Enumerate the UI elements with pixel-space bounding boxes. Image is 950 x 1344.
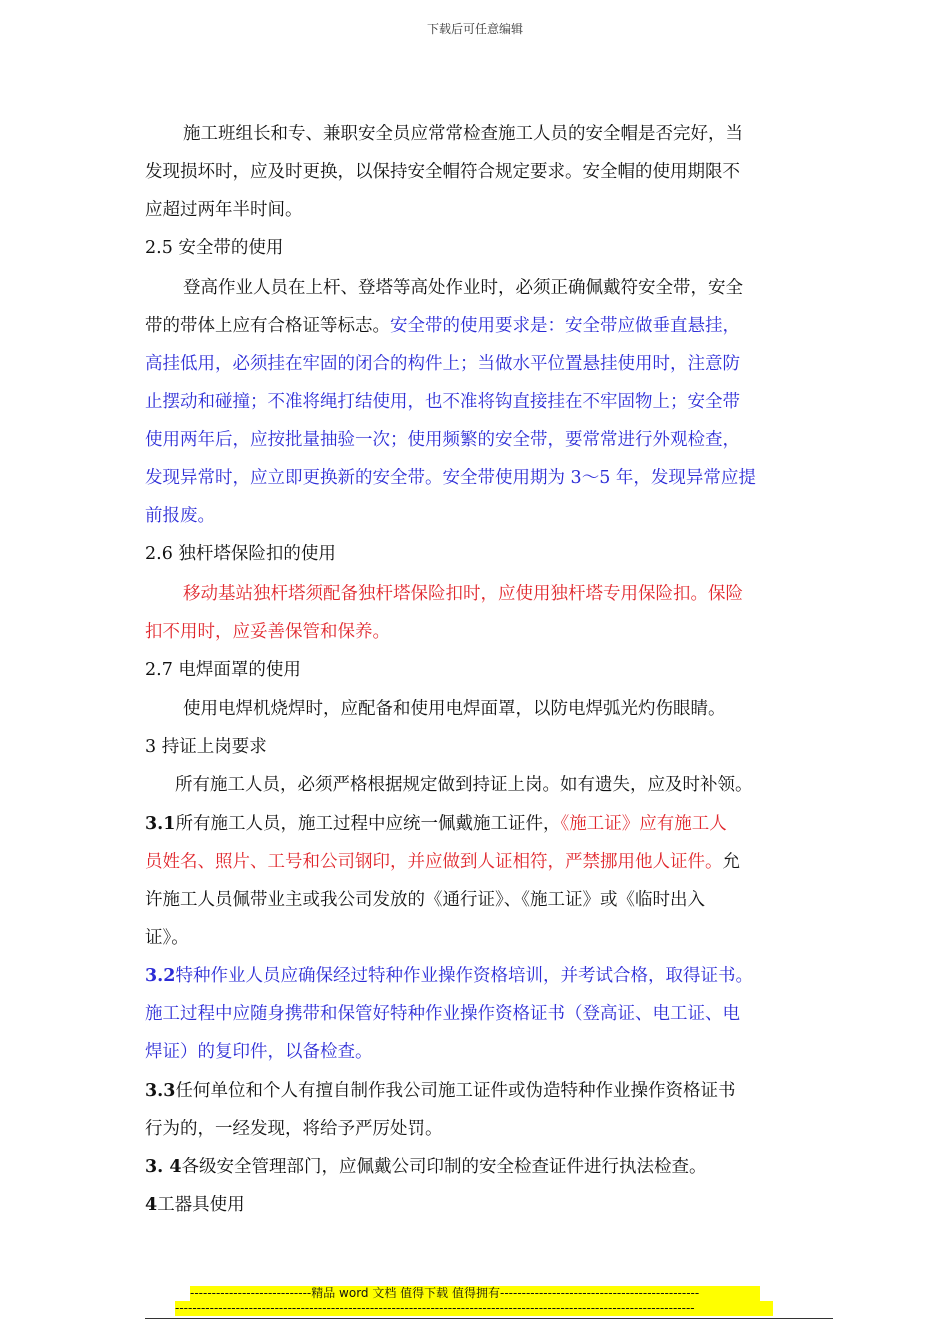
text-segment: 允 (722, 852, 740, 872)
text-line (145, 1155, 707, 1179)
section-heading: 2.7 电焊面罩的使用 (145, 660, 301, 680)
text-line: 发现异常时，应立即更换新的安全带。安全带使用期为 3～5 年，发现异常应提 (145, 468, 756, 488)
text-line: 发现损坏时，应及时更换，以保持安全帽符合规定要求。安全帽的使用期限不 (145, 162, 740, 182)
text-segment: 工器具使用 (157, 1195, 245, 1215)
text-line: 所有施工人员，必须严格根据规定做到持证上岗。如有遗失，应及时补领。 (175, 775, 753, 795)
footer-rule (145, 1318, 833, 1319)
section-heading: 2.6 独杆塔保险扣的使用 (145, 544, 336, 564)
text-line: 使用电焊机烧焊时，应配备和使用电焊面罩，以防电焊弧光灼伤眼睛。 (183, 699, 726, 719)
text-line: 施工过程中应随身携带和保管好特种作业操作资格证书（登高证、电工证、电 (145, 1004, 740, 1024)
text-line (145, 314, 740, 338)
text-line: 证》。 (145, 928, 189, 948)
text-segment-red: 员姓名、照片、工号和公司钢印，并应做到人证相符，严禁挪用他人证件。 (145, 852, 723, 872)
text-line: 高挂低用，必须挂在牢固的闭合的构件上；当做水平位置悬挂使用时，注意防 (145, 354, 740, 374)
text-line: 移动基站独杆塔须配备独杆塔保险扣时，应使用独杆塔专用保险扣。保险 (183, 584, 743, 604)
text-segment: 各级安全管理部门，应佩戴公司印制的安全检查证件进行执法检查。 (181, 1157, 707, 1177)
text-segment-red: 《施工证》应有施工人 (560, 814, 727, 834)
clause-number: 4 (145, 1195, 158, 1215)
clause-number: 3.3 (145, 1081, 176, 1101)
text-segment-blue: 安全带的使用要求是：安全带应做垂直悬挂， (390, 316, 740, 336)
text-line: 应超过两年半时间。 (145, 200, 303, 220)
text-segment-blue: 特种作业人员应确保经过特种作业操作资格培训，并考试合格，取得证书。 (175, 966, 753, 986)
text-line: 使用两年后，应按批量抽验一次；使用频繁的安全带，要常常进行外观检查， (145, 430, 740, 450)
text-segment: 带的带体上应有合格证等标志。 (145, 316, 390, 336)
footer-watermark-line1: ----------------------------精品 word 文档 值得下载 值得拥有---------------------------------------------- (190, 1286, 760, 1301)
text-segment: 所有施工人员，施工过程中应统一佩戴施工证件， (175, 814, 561, 834)
text-line (145, 812, 727, 836)
footer-watermark-line2: ------------------------------------------------------------------------------------------------------------------------ (175, 1301, 773, 1316)
text-line (145, 1079, 735, 1103)
text-line: 止摆动和碰撞；不准将绳打结使用，也不准将钩直接挂在不牢固物上；安全带 (145, 392, 740, 412)
text-line: 登高作业人员在上杆、登塔等高处作业时，必须正确佩戴符安全带，安全 (183, 278, 743, 298)
clause-number: 3.2 (145, 966, 176, 986)
page-header: 下载后可任意编辑 (426, 22, 523, 36)
text-line: 施工班组长和专、兼职安全员应常常检查施工人员的安全帽是否完好，当 (183, 124, 743, 144)
clause-number: 3.1 (145, 814, 176, 834)
text-line (145, 964, 753, 988)
section-heading (145, 1193, 245, 1217)
text-line: 许施工人员佩带业主或我公司发放的《通行证》、《施工证》或《临时出入 (145, 890, 705, 910)
text-segment: 任何单位和个人有擅自制作我公司施工证件或伪造特种作业操作资格证书 (175, 1081, 736, 1101)
clause-number: 3. 4 (145, 1157, 182, 1177)
text-line: 焊证）的复印件，以备检查。 (145, 1042, 373, 1062)
text-line: 扣不用时，应妥善保管和保养。 (145, 622, 390, 642)
text-line: 行为的，一经发现，将给予严厉处罚。 (145, 1119, 443, 1139)
text-line: 前报废。 (145, 506, 215, 526)
section-heading: 3 持证上岗要求 (145, 737, 267, 757)
section-heading: 2.5 安全带的使用 (145, 238, 284, 258)
text-line (145, 850, 740, 874)
